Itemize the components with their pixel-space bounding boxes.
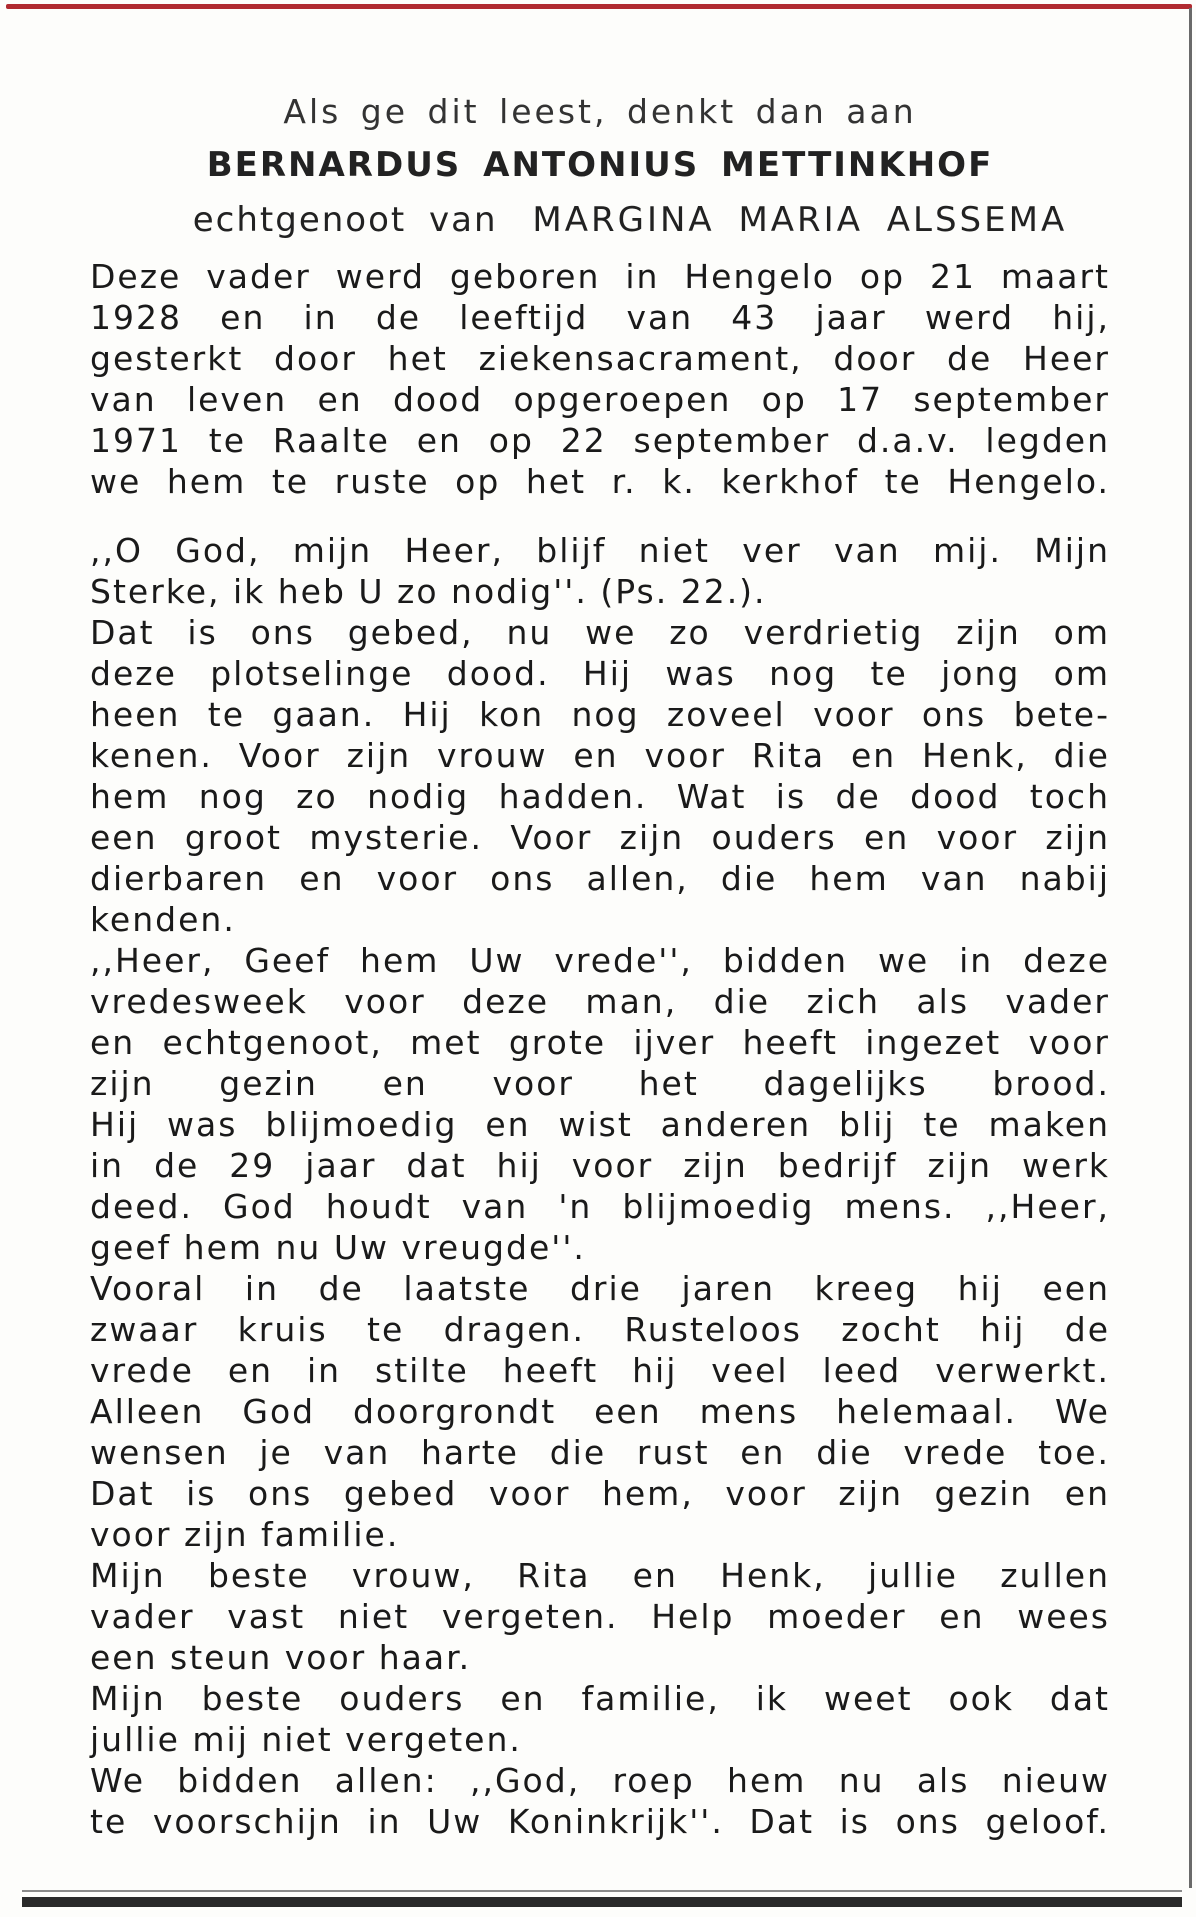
text-line: zijn gezin en voor het dagelijks brood. — [90, 1064, 1110, 1103]
card-top-edge — [6, 4, 1192, 9]
text-line: van leven en dood opgeroepen op 17 september — [90, 380, 1110, 419]
text-line: zwaar kruis te dragen. Rusteloos zocht hij de — [90, 1310, 1110, 1349]
text-line: en echtgenoot, met grote ijver heeft ingezet voor — [90, 1023, 1110, 1062]
text-line: deze plotselinge dood. Hij was nog te jong om — [90, 654, 1110, 693]
text-line: voor zijn familie. — [90, 1515, 400, 1554]
text-line: Dat is ons gebed, nu we zo verdrietig zijn om — [90, 613, 1110, 652]
text-line: Sterke, ik heb U zo nodig''. (Ps. 22.). — [90, 572, 767, 611]
text-line: ,,O God, mijn Heer, blijf niet ver van mij. Mijn — [90, 531, 1110, 570]
text-line: kenen. Voor zijn vrouw en voor Rita en Henk, die — [90, 736, 1110, 775]
text-line: Vooral in de laatste drie jaren kreeg hij een — [90, 1269, 1110, 1308]
text-line: gesterkt door het ziekensacrament, door de Heer — [90, 339, 1110, 378]
text-line: geef hem nu Uw vreugde''. — [90, 1228, 586, 1267]
spouse-line — [30, 200, 1200, 240]
card-bottom-edge — [22, 1897, 1182, 1907]
text-line: 1971 te Raalte en op 22 september d.a.v. legden — [90, 421, 1110, 460]
text-line: een groot mysterie. Voor zijn ouders en voor zijn — [90, 818, 1110, 857]
spouse-prefix: echtgenoot van — [192, 200, 498, 240]
text-line: vrede en in stilte heeft hij veel leed verwerkt. — [90, 1351, 1110, 1390]
text-line: jullie mij niet vergeten. — [90, 1720, 522, 1759]
text-line: vader vast niet vergeten. Help moeder en wees — [90, 1597, 1110, 1636]
card-bottom-rule — [22, 1890, 1182, 1892]
text-line: hem nog zo nodig hadden. Wat is de dood toch — [90, 777, 1110, 816]
text-line: Hij was blijmoedig en wist anderen blij te maken — [90, 1105, 1110, 1144]
text-line: deed. God houdt van 'n blijmoedig mens. ,,Heer, — [90, 1187, 1110, 1226]
text-line: 1928 en in de leeftijd van 43 jaar werd hij, — [90, 298, 1110, 337]
text-line: kenden. — [90, 900, 236, 939]
text-line: Mijn beste ouders en familie, ik weet ook dat — [90, 1679, 1110, 1718]
text-line: We bidden allen: ,,God, roep hem nu als nieuw — [90, 1761, 1110, 1800]
text-line: dierbaren en voor ons allen, die hem van nabij — [90, 859, 1110, 898]
text-line: ,,Heer, Geef hem Uw vrede'', bidden we in deze — [90, 941, 1110, 980]
text-line: Dat is ons gebed voor hem, voor zijn gezin en — [90, 1474, 1110, 1513]
deceased-name: BERNARDUS ANTONIUS METTINKHOF — [206, 145, 994, 185]
text-line: heen te gaan. Hij kon nog zoveel voor ons bete- — [90, 695, 1110, 734]
text-line: een steun voor haar. — [90, 1638, 472, 1677]
text-line: vredesweek voor deze man, die zich als vader — [90, 982, 1110, 1021]
text-line: te voorschijn in Uw Koninkrijk''. Dat is ons geloof. — [90, 1802, 1110, 1841]
text-line: Mijn beste vrouw, Rita en Henk, jullie zullen — [90, 1556, 1110, 1595]
text-line: in de 29 jaar dat hij voor zijn bedrijf zijn werk — [90, 1146, 1110, 1185]
text-line: we hem te ruste op het r. k. kerkhof te Hengelo. — [90, 462, 1110, 501]
intro-line: Als ge dit leest, denkt dan aan — [283, 92, 917, 131]
card-right-edge — [1189, 8, 1192, 1888]
spouse-name: MARGINA MARIA ALSSEMA — [532, 200, 1068, 240]
text-line: Alleen God doorgrondt een mens helemaal. We — [90, 1392, 1110, 1431]
text-line: Deze vader werd geboren in Hengelo op 21 maart — [90, 257, 1110, 296]
text-line: wensen je van harte die rust en die vrede toe. — [90, 1433, 1110, 1472]
